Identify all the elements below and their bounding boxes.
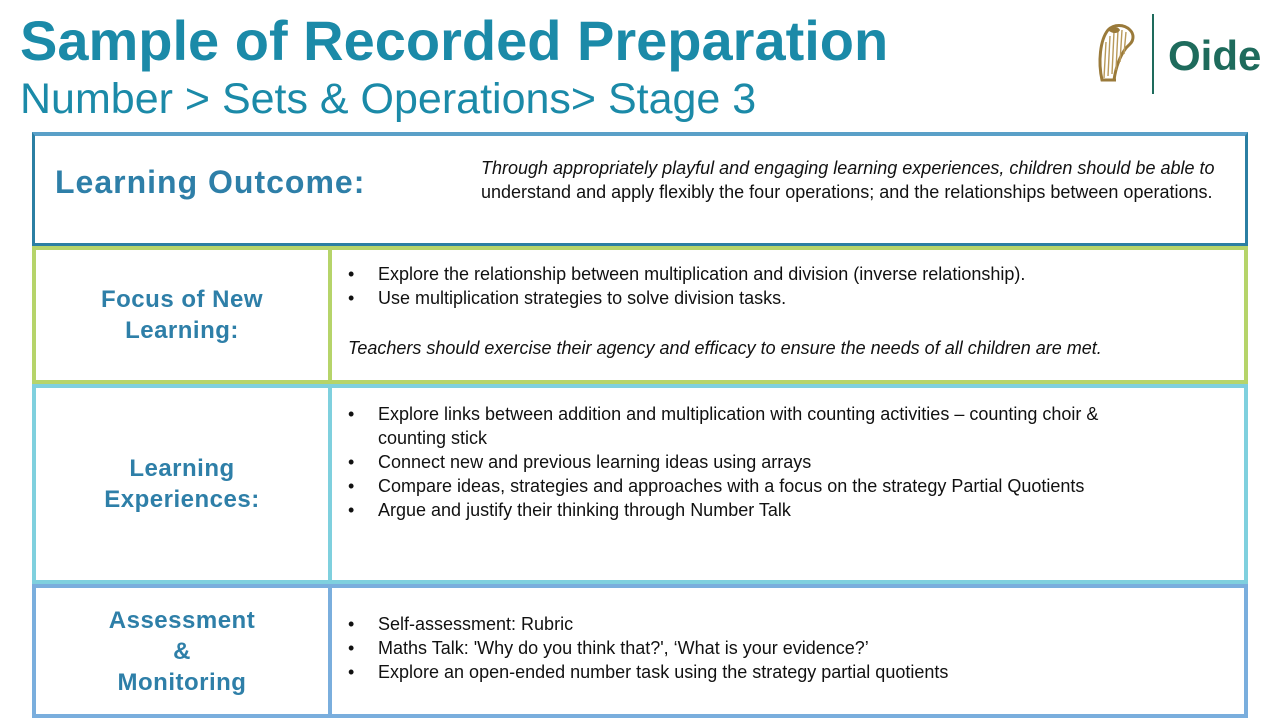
learning-outcome-italic: Through appropriately playful and engaging learning experiences, children should be able to xyxy=(481,158,1215,178)
experiences-list xyxy=(348,402,1124,522)
page-subtitle: Number > Sets & Operations> Stage 3 xyxy=(20,75,757,123)
learning-outcome-regular: understand and apply flexibly the four operations; and the relationships between operations. xyxy=(481,182,1213,202)
focus-heading: Focus of New Learning: xyxy=(36,250,332,380)
list-item: • Explore the relationship between multiplication and division (inverse relationship). xyxy=(348,262,1236,286)
assessment-row xyxy=(32,584,1248,718)
logo-text: Oide xyxy=(1168,32,1262,79)
list-item: • Connect new and previous learning ideas using arrays xyxy=(348,450,1124,474)
harp-icon xyxy=(1094,22,1138,86)
list-item: • Use multiplication strategies to solve division tasks. xyxy=(348,286,1236,310)
assessment-heading: Assessment & Monitoring xyxy=(36,588,332,714)
logo-divider xyxy=(1152,14,1154,94)
experiences-body xyxy=(328,388,1244,580)
assessment-body xyxy=(328,588,1244,714)
list-item: • Explore links between addition and multiplication with counting activities – counting choir & counting stick xyxy=(348,402,1124,450)
list-item: • Compare ideas, strategies and approaches with a focus on the strategy Partial Quotients xyxy=(348,474,1124,498)
focus-row xyxy=(32,246,1248,384)
focus-note: Teachers should exercise their agency and efficacy to ensure the needs of all children are met. xyxy=(348,338,1102,358)
page-title: Sample of Recorded Preparation xyxy=(20,9,889,72)
focus-list xyxy=(348,262,1236,310)
assessment-list xyxy=(348,612,1236,684)
focus-body xyxy=(328,250,1244,380)
list-item: • Explore an open-ended number task using the strategy partial quotients xyxy=(348,660,1236,684)
experiences-row xyxy=(32,384,1248,584)
oide-logo xyxy=(1094,12,1274,96)
list-item: • Argue and justify their thinking through Number Talk xyxy=(348,498,1124,522)
learning-outcome-heading: Learning Outcome: xyxy=(55,164,366,200)
list-item: • Maths Talk: 'Why do you think that?', ‘What is your evidence?’ xyxy=(348,636,1236,660)
learning-outcome-text xyxy=(481,156,1221,204)
learning-outcome-box xyxy=(32,132,1248,246)
experiences-heading: Learning Experiences: xyxy=(36,388,332,580)
list-item: • Self-assessment: Rubric xyxy=(348,612,1236,636)
